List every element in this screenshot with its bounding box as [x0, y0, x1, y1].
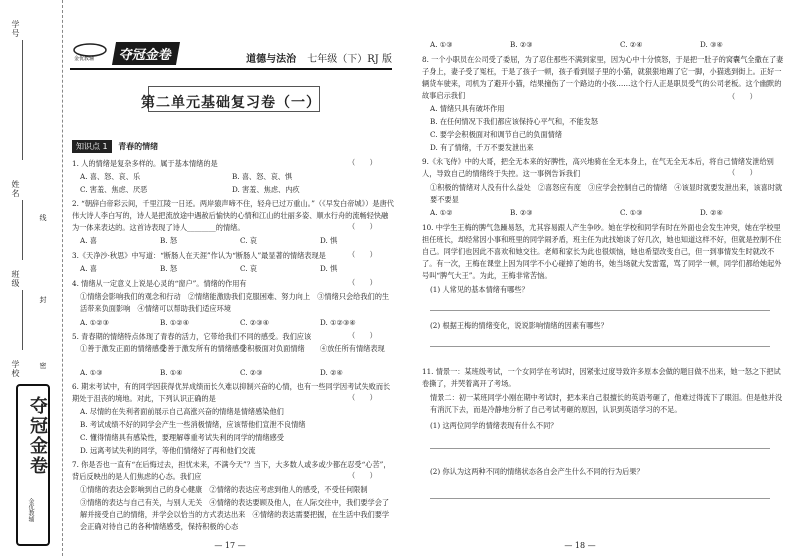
option: A. 喜 — [80, 236, 97, 245]
option: C. ①③ — [620, 208, 643, 217]
statement: ①善于激发正面的情绪感受 — [80, 344, 167, 353]
option: C. ②③④ — [240, 318, 270, 327]
section-name: 青春的情绪 — [118, 142, 159, 151]
school-label: 学校 — [11, 360, 20, 378]
subject: 道德与法治 — [246, 54, 297, 65]
question-5: 5. 青春期的情绪特点体现了青春的活力，它带给我们不同的感受。我们应该 — [72, 332, 312, 341]
class-label: 班级 — [11, 270, 20, 288]
statement: ②善于激发所有的情绪感受 — [160, 344, 247, 353]
option: D. 害羞、焦虑、内疚 — [232, 185, 300, 194]
scenario-2: 情景二：初一某班同学小刚在期中考试时，把本来自己很擅长的英语考砸了，他难过得流下了眼泪。但是他并没有消沉下去，而是冷静地分析了自己考试考砸的原因，认识到英语学习的不足。 — [430, 393, 783, 414]
seal-line-label: 线 — [39, 214, 47, 221]
answer-line — [430, 498, 770, 499]
option: A. 情绪只具有破坏作用 — [430, 104, 505, 113]
answer-paren: （ ） — [348, 393, 377, 402]
option: D. 远离考试失利的同学，等他们情绪好了再和他们交流 — [80, 446, 256, 455]
sub-question: (2) 根据王梅的情绪变化，说说影响情绪的因素有哪些？ — [430, 321, 608, 330]
binding-line — [22, 200, 23, 260]
student-id-label: 学号 — [11, 20, 20, 38]
answer-paren: （ ） — [348, 158, 377, 167]
binding-margin — [0, 0, 63, 556]
option: B. ①②④ — [160, 318, 190, 327]
answer-paren: （ ） — [348, 278, 377, 287]
brand-title: 夺冠金卷 — [112, 42, 180, 65]
option: A. ①③ — [430, 40, 453, 49]
question-6: 6. 期末考试中，有的同学因获得优异成绩而长久难以抑制兴奋的心情，也有一些同学因考试失败而长期处于沮丧的境地。对此，下列认识正确的是 — [72, 382, 391, 403]
option: B. ①④ — [160, 368, 183, 377]
option: B. ②③ — [510, 40, 533, 49]
section-tag: 知识点 1 — [72, 140, 112, 153]
sub-question: (2) 你认为这两种不同的情绪状态各自会产生什么不同的行为后果？ — [430, 467, 644, 476]
question-4-statements: ①情绪会影响我们的观念和行动 ②情绪能激励我们克服困难、努力向上 ③情绪只会给我们的生活带来负面影响 ④情绪可以帮助我们适应环境 — [80, 292, 390, 313]
question-1: 1. 人的情绪是复杂多样的。属于基本情绪的是 — [72, 159, 218, 168]
question-7-statement: ①情绪的表达会影响到自己的身心健康 ②情绪的表达应考虑到他人的感受，不受任何限制 — [80, 485, 368, 494]
option: B. 喜、怒、哀、惧 — [232, 172, 293, 181]
option: C. 哀 — [240, 236, 257, 245]
section-heading — [72, 140, 158, 153]
option: D. ②④ — [700, 208, 723, 217]
option: D. ③④ — [700, 40, 723, 49]
option: D. ①②③④ — [320, 318, 356, 327]
binding-line — [22, 290, 23, 350]
answer-paren: （ ） — [348, 331, 377, 340]
page-number: — 18 — — [564, 541, 596, 550]
question-7: 7. 你是否也一直有“在后悔过去，担忧未来，不满今天”？当下，大多数人或多或少都在忍受“心苦”，背后反映出的是人们焦虑的心态。我们应 — [72, 460, 391, 481]
option: D. 惧 — [320, 236, 338, 245]
answer-paren: （ ） — [348, 250, 377, 259]
question-8: 8. 一个小职员在公司受了委屈，为了忍住那些不满到家里，因为心中十分愤怒，于是把一肚子的窝囊气全撒在了妻子身上，妻子受了冤枉，于是了孩子一顿，孩子看到屋子里的小猫，就狠狠地踢了它一脚，小猫逃到街上。正好一辆货车驶来，司机为了避开小猫，结果撞伤了一个路边的小孩……这个行人正是职员受气的公司老板。这个幽默的故事启示我们 — [422, 55, 784, 100]
answer-line — [430, 310, 770, 311]
sub-question: (1) 人常见的基本情绪有哪些？ — [430, 285, 529, 294]
answer-line — [430, 448, 770, 449]
question-9-statements: ①积极的情绪对人没有什么益处 ②喜怒应有度 ③应学会控制自己的情绪 ④该显时就要发泄出来，该喜时就要不要显 — [430, 183, 783, 204]
option: A. ①③ — [80, 368, 103, 377]
option: A. 尽情的在失利者面前展示自己高涨兴奋的情绪是情绪感染他们 — [80, 407, 284, 416]
seal-mi-label: 密 — [39, 362, 47, 369]
page-number: — 17 — — [214, 541, 246, 550]
sub-question: (1) 这两位同学的情绪表现有什么不同？ — [430, 421, 558, 430]
option: B. 在任何情况下我们都应该保持心平气和，不能发怒 — [430, 117, 598, 126]
option: C. 哀 — [240, 264, 257, 273]
option: D. 有了情绪，千万不要发泄出来 — [430, 143, 534, 152]
question-7-statement: ③情绪的表达与自己有关，与别人无关 ④情绪的表达要顾及他人，在人际交往中，我们要学会了解并接受自己的情绪，并学会以恰当的方式表达出来 ④情绪的表达需要把握，在生活中我们要学会正确对待自己的各种情绪感受，保持积极的心态 — [80, 498, 390, 531]
question-3: 3.《天净沙·秋思》中写道：“断肠人在天涯”作认为“断肠人”最显著的情绪表现是 — [72, 251, 326, 260]
spine-publisher: 金优教辅 — [27, 498, 34, 522]
option: D. ②④ — [320, 368, 343, 377]
page-right — [400, 0, 800, 556]
question-2: 2. “朝辞白帝彩云间，千里江陵一日还。两岸猿声啼不住，轻舟已过万重山。”（《早发白帝城》）是唐代伟大诗人李白写的，诗人是把流放途中遇赦后愉快的心情和江山的壮丽多姿、顺水行舟的流畅轻快融为一体来表达的。这首诗表现了诗人________的情绪。 — [72, 199, 394, 232]
question-10: 10. 中学生王梅的脾气急躁易怒，尤其容易跟人产生争吵。她在学校和同学有时在外面也会发生冲突，她在学校里担任班长，却经常因小事和班里的同学闹矛盾，班主任为此找她谈了好几次，她也知道这样不好，但就是控制不住自己。同学们也因此不喜欢和她交往。老师和家长为此也很烦恼，她也希望改变自己，但一到事情发生时就改不了。有一次，王梅在课堂上因为同学不小心碰掉了她的书，她当场就大发雷霆，骂了同学一顿，同学们都给她起外号叫“脾气大王”。为此，王梅非常苦恼。 — [422, 223, 782, 280]
option: C. 懂得情绪具有感染性，要理解尊重考试失利的同学的情绪感受 — [80, 433, 284, 442]
subject-grade — [246, 50, 392, 65]
answer-paren: （ ） — [728, 92, 757, 101]
spine-brand-box — [16, 384, 50, 546]
option: D. 惧 — [320, 264, 338, 273]
option: B. 怒 — [160, 264, 178, 273]
option: B. 怒 — [160, 236, 178, 245]
option: A. 喜、怒、哀、乐 — [80, 172, 141, 181]
option: A. ①② — [430, 208, 453, 217]
question-11: 11. 情景一：某班级考试，一个女同学在考试时，因紧张过度导致许多原本会做的题目做不出来，她一怒之下把试卷撕了，并哭着离开了考场。 — [422, 367, 781, 388]
statement: ③积极面对负面情绪 — [240, 344, 305, 353]
option: A. ①②③ — [80, 318, 110, 327]
grade: 七年级（下）RJ 版 — [307, 54, 392, 65]
student-name-label: 姓名 — [11, 180, 20, 198]
svg-text:金优教辅: 金优教辅 — [74, 56, 95, 62]
publisher-logo-icon — [70, 40, 114, 62]
option: C. 要学会积极面对和调节自己的负面情绪 — [430, 130, 563, 139]
option: C. 害羞、焦虑、厌恶 — [80, 185, 148, 194]
option: A. 喜 — [80, 264, 97, 273]
question-9: 9.《永飞侍》中的大哥，把全无本来的好脾性，高兴地骑在全无本身上，在气无全无本后，将自己情绪发泄给别人，导致自己的情绪终于失控。这一事例告诉我们 — [422, 157, 774, 178]
question-4: 4. 情绪从一定意义上说是心灵的“窗户”。情绪的作用有 — [72, 279, 247, 288]
option: B. 考试成绩不好的同学会产生一些消极情绪，应该帮他们宣泄不良情绪 — [80, 420, 306, 429]
option: C. ②③ — [240, 368, 263, 377]
spine-brand: 夺冠金卷 — [27, 396, 48, 476]
answer-paren: （ ） — [728, 168, 757, 177]
answer-paren: （ ） — [348, 222, 377, 231]
option: C. ②④ — [620, 40, 643, 49]
binding-line — [22, 40, 23, 160]
statement: ④放任所有情绪表现 — [320, 344, 385, 353]
page-title: 第二单元基础复习卷（一） — [141, 95, 321, 111]
page-header — [70, 36, 392, 70]
answer-paren: （ ） — [348, 471, 377, 480]
answer-line — [430, 346, 770, 347]
seal-cut-label: 封 — [39, 296, 47, 303]
option: B. ②③ — [510, 208, 533, 217]
